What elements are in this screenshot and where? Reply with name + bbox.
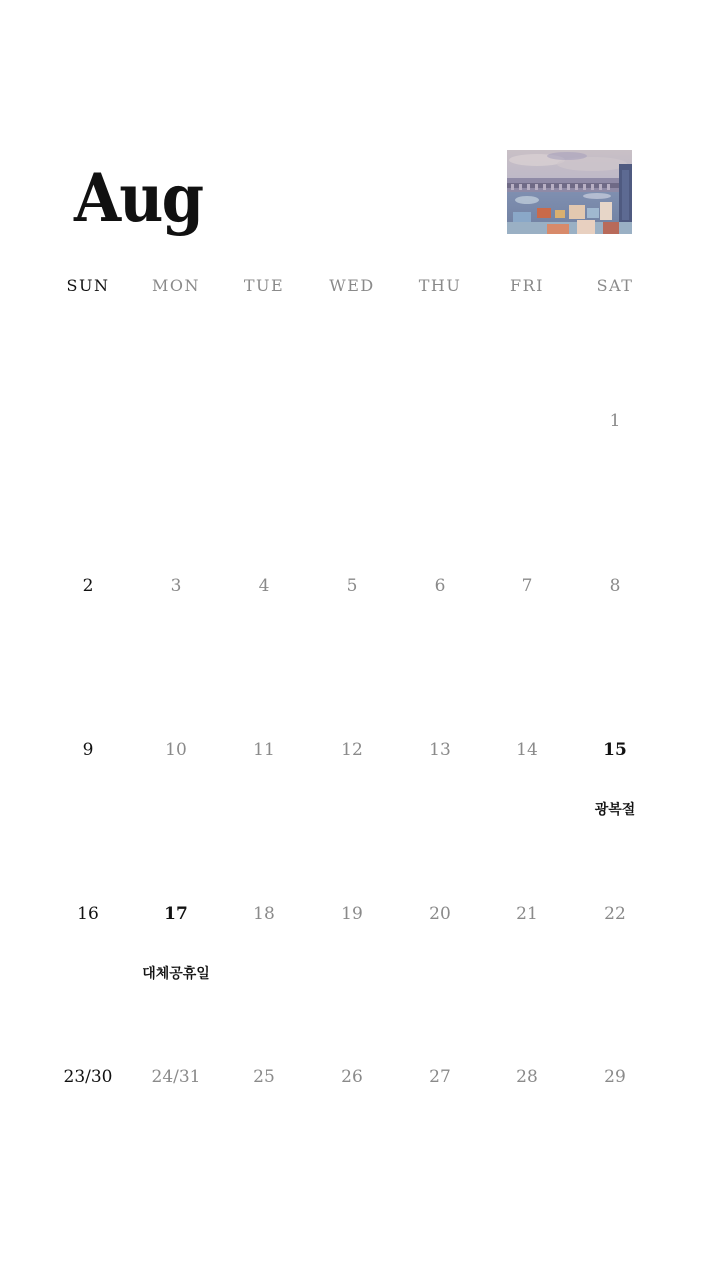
day-cell: 12 <box>341 740 363 760</box>
day-cell: 13 <box>429 740 451 760</box>
day-cell: 26 <box>341 1067 363 1087</box>
weekday-thu: THU <box>418 276 462 295</box>
day-cell: 4 <box>258 576 270 596</box>
weekday-tue: TUE <box>243 276 285 295</box>
day-cell: 1 <box>609 411 621 431</box>
day-cell: 14 <box>516 740 538 760</box>
day-cell: 11 <box>253 740 275 760</box>
day-cell: 16 <box>77 904 99 924</box>
day-cell-holiday: 15 <box>603 740 627 760</box>
day-cell: 24/31 <box>151 1067 201 1087</box>
day-cell: 27 <box>429 1067 451 1087</box>
day-cell: 20 <box>429 904 451 924</box>
day-cell-holiday: 17 <box>164 904 188 924</box>
day-cell: 8 <box>609 576 621 596</box>
weekday-sat: SAT <box>596 276 634 295</box>
day-cell: 22 <box>604 904 626 924</box>
day-cell: 29 <box>604 1067 626 1087</box>
holiday-label: 대체공휴일 <box>142 966 210 982</box>
day-cell: 28 <box>516 1067 538 1087</box>
day-cell: 5 <box>346 576 358 596</box>
day-cell: 9 <box>82 740 94 760</box>
day-cell: 10 <box>165 740 187 760</box>
day-cell: 19 <box>341 904 363 924</box>
month-title: Aug <box>74 159 203 237</box>
weekday-mon: MON <box>152 276 200 295</box>
day-cell: 25 <box>253 1067 275 1087</box>
weekday-sun: SUN <box>66 276 110 295</box>
weekday-fri: FRI <box>510 276 544 295</box>
day-cell: 21 <box>516 904 538 924</box>
day-cell: 3 <box>170 576 182 596</box>
day-cell: 23/30 <box>63 1067 113 1087</box>
holiday-label: 광복절 <box>594 802 636 818</box>
weekday-wed: WED <box>329 276 375 295</box>
day-cell: 2 <box>82 576 94 596</box>
day-cell: 18 <box>253 904 275 924</box>
day-cell: 7 <box>521 576 533 596</box>
day-cell: 6 <box>434 576 446 596</box>
painting-thumbnail <box>507 150 632 234</box>
